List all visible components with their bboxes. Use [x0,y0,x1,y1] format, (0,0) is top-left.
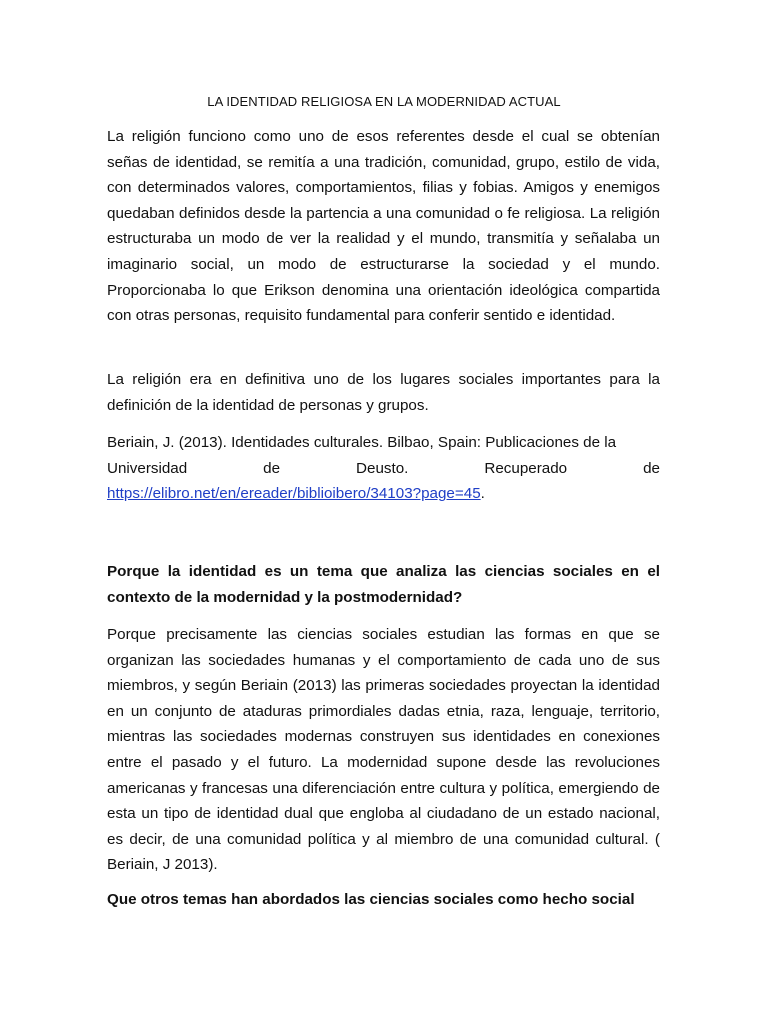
reference-word: de [263,459,281,477]
question-identity-social-sciences: Porque la identidad es un tema que analiza las ciencias sociales en el contexto de la modernidad y la postmodernidad? [107,563,660,606]
paragraph-religion-identity: La religión funciono como uno de esos referentes desde el cual se obtenían señas de identidad, se remitía a una tradición, comunidad, grupo, estilo de vida, con determinados valores, comportamientos, filias y fobias. Amigos y enemigos quedaban definidos desde la partencia a una comunidad o fe religiosa. La religión estructuraba un modo de ver la realidad y el mundo, transmitía y señalaba un imaginario social, un modo de estructurarse la sociedad y el mundo. Proporcionaba lo que Erikson denomina una orientación ideológica compartida con otras personas, requisito fundamental para conferir sentido e identidad. [107,128,660,325]
reference-line-2 [107,456,660,482]
reference-word: Universidad [107,459,188,477]
reference-trailing-period: . [480,485,485,503]
reference-word: Deusto. [356,459,409,477]
answer-identity-social-sciences: Porque precisamente las ciencias sociales estudian las formas en que se organizan las sociedades humanas y el comportamiento de cada uno de sus miembros, y según Beriain (2013) las primeras sociedades proyectan la identidad en un conjunto de ataduras primordiales dadas etnia, raza, lenguaje, territorio, mientras las sociedades modernas construyen sus identidades en conexiones entre el pasado y el futuro. La modernidad supone desde las revoluciones americanas y francesas una diferenciación entre cultura y política, emergiendo de esta un tipo de identidad dual que engloba al ciudadano de un estado nacional, es decir, de una comunidad política y al miembro de una comunidad cultural. ( Beriain, J 2013). [107,626,660,874]
reference-word: de [643,459,660,477]
paragraph-religion-definition: La religión era en definitiva uno de los lugares sociales importantes para la definición de la identidad de personas y grupos. [107,371,660,414]
reference-link[interactable]: https://elibro.net/en/ereader/biblioibero/34103?page=45 [107,485,481,503]
reference-line-3 [107,481,660,507]
question-other-topics: Que otros temas han abordados las ciencias sociales como hecho social [107,891,635,908]
reference-citation [107,430,660,507]
reference-word: Recuperado [484,459,568,477]
reference-line-1: Beriain, J. (2013). Identidades culturales. Bilbao, Spain: Publicaciones de la [107,434,617,451]
document-title: LA IDENTIDAD RELIGIOSA EN LA MODERNIDAD ACTUAL [207,94,561,109]
